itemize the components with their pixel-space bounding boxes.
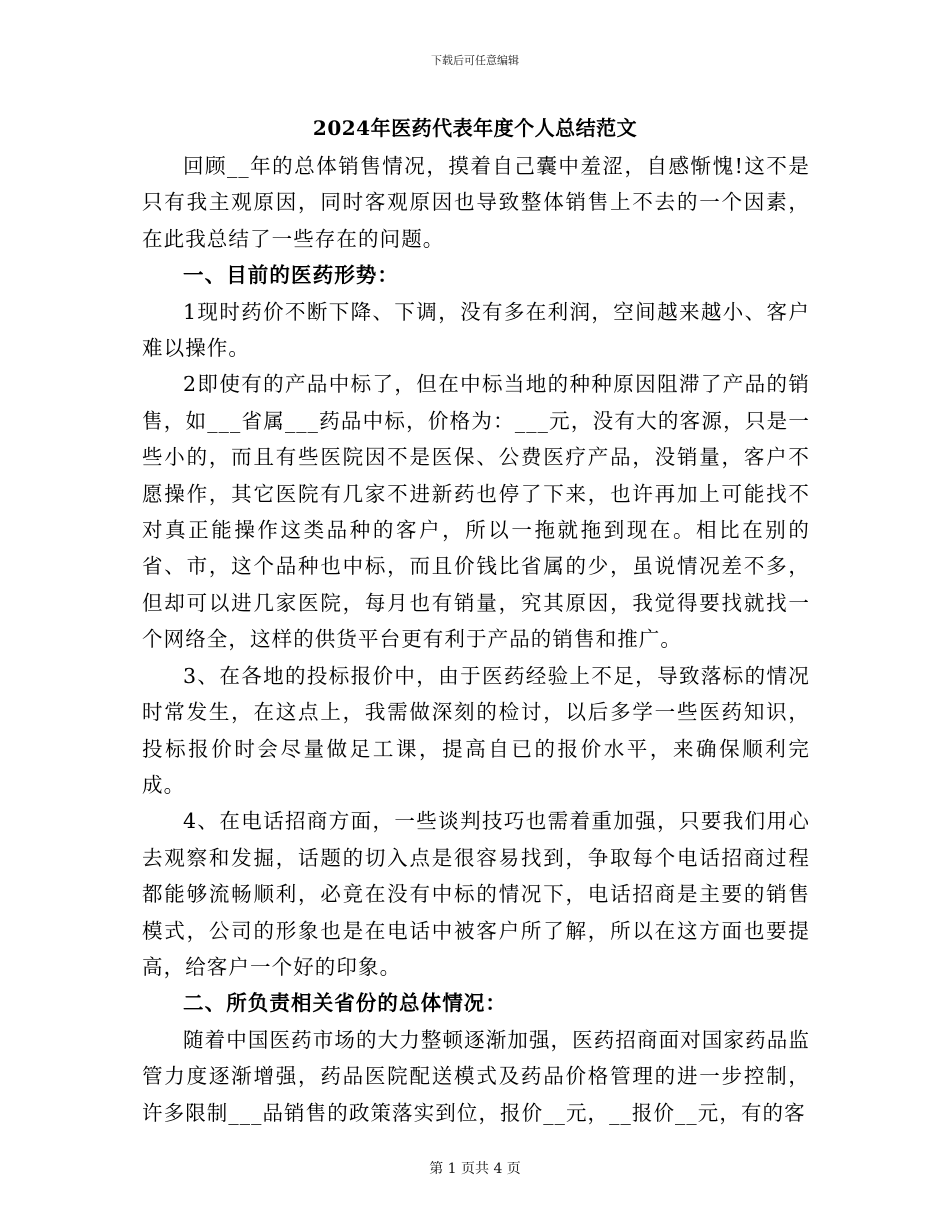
section-heading-2: 二、所负责相关省份的总体情况： xyxy=(183,991,507,1016)
document-body xyxy=(142,148,810,1131)
body-paragraph: 2即使有的产品中标了，但在中标当地的种种原因阻滞了产品的销售，如___省属___药品中标，价格为：___元，没有大的客源，只是一些小的，而且有些医院因不是医保、公费医疗产品，没销量，客户不愿操作，其它医院有几家不进新药也停了下来，也许再加上可能找不对真正能操作这类品种的客户，所以一拖就拖到现在。相比在别的省、市，这个品种也中标，而且价钱比省属的少，虽说情况差不多，但却可以进几家医院，每月也有销量，究其原因，我觉得要找就找一个网络全，这样的供货平台更有利于产品的销售和推广。 xyxy=(142,372,810,652)
section-heading-1: 一、目前的医药形势： xyxy=(183,263,399,288)
intro-paragraph: 回顾__年的总体销售情况，摸着自己囊中羞涩，自感惭愧!这不是只有我主观原因，同时客观原因也导致整体销售上不去的一个因素，在此我总结了一些存在的问题。 xyxy=(142,154,810,251)
body-paragraph: 1现时药价不断下降、下调，没有多在利润，空间越来越小、客户难以操作。 xyxy=(142,299,810,361)
document-title: 2024年医药代表年度个人总结范文 xyxy=(312,116,638,140)
body-paragraph: 4、在电话招商方面，一些谈判技巧也需着重加强，只要我们用心去观察和发掘，话题的切入点是很容易找到，争取每个电话招商过程都能够流畅顺利，必竟在没有中标的情况下，电话招商是主要的销售模式，公司的形象也是在电话中被客户所了解，所以在这方面也要提高，给客户一个好的印象。 xyxy=(142,809,810,979)
body-paragraph: 3、在各地的投标报价中，由于医药经验上不足，导致落标的情况时常发生，在这点上，我需做深刻的检讨，以后多学一些医药知识，投标报价时会尽量做足工课，提高自已的报价水平，来确保顺利完成。 xyxy=(142,663,810,797)
body-paragraph: 随着中国医药市场的大力整顿逐渐加强，医药招商面对国家药品监管力度逐渐增强，药品医院配送模式及药品价格管理的进一步控制，许多限制___品销售的政策落实到位，报价__元，__报价__元，有的客 xyxy=(142,1027,810,1125)
page-header-note: 下载后可任意编辑 xyxy=(431,54,519,67)
page-number-footer: 第 1 页共 4 页 xyxy=(429,1161,521,1177)
